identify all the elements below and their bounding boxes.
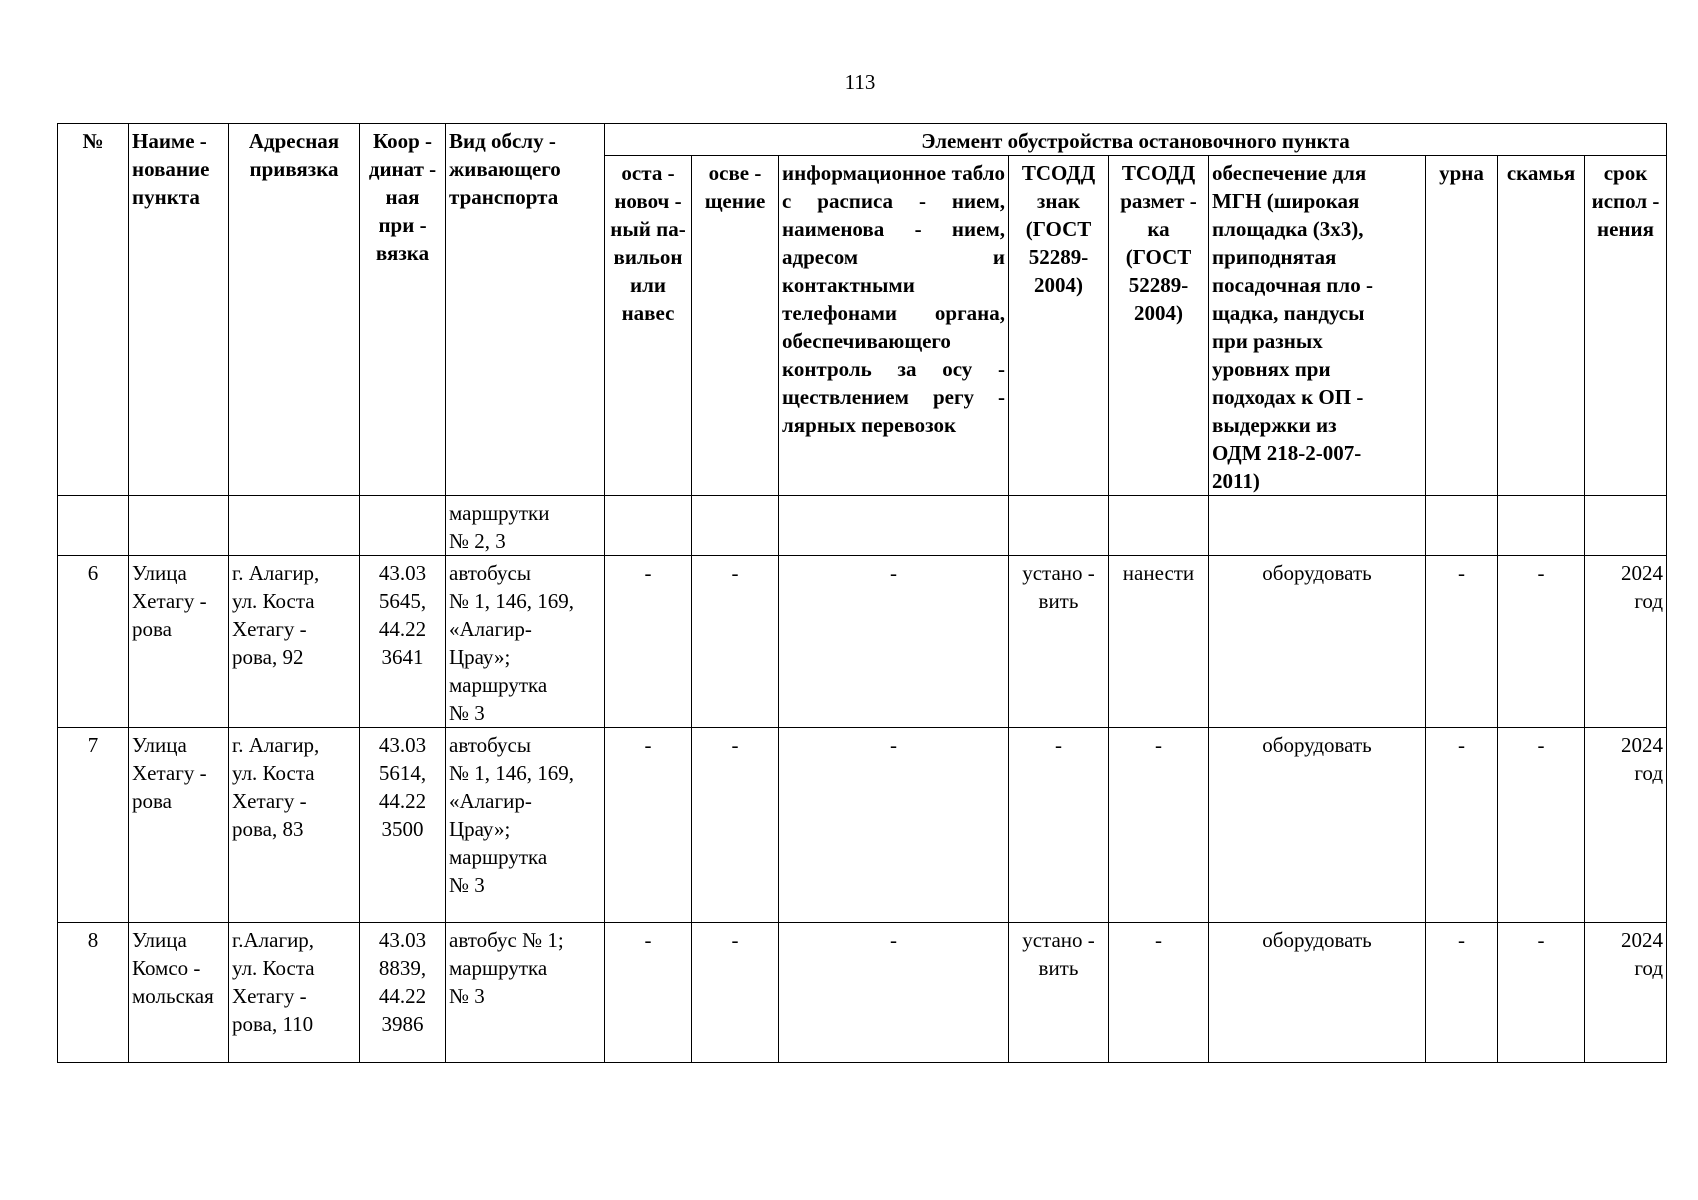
header-pavilion: оста - новоч - ный па- вильон или навес	[605, 156, 692, 496]
cell-pavilion: -	[605, 923, 692, 1063]
header-address: Адресная привязка	[229, 124, 360, 496]
cell-deadline	[1585, 496, 1667, 556]
cell-coords	[360, 496, 446, 556]
cell-address: г. Алагир, ул. Коста Хетагу - рова, 83	[229, 728, 360, 923]
cell-name	[129, 496, 229, 556]
cell-address: г.Алагир, ул. Коста Хетагу - рова, 110	[229, 923, 360, 1063]
cell-transport: маршрутки № 2, 3	[446, 496, 605, 556]
cell-mgn	[1209, 496, 1426, 556]
cell-transport: автобус № 1; маршрутка № 3	[446, 923, 605, 1063]
header-mgn: обеспечение для МГН (широкая площадка (3х3), приподнятая посадочная пло - щадка, пандусы при разных уровнях при подходах к ОП - выдержки из ОДМ 218-2-007- 2011)	[1209, 156, 1426, 496]
header-row	[58, 124, 1667, 156]
cell-mgn: оборудовать	[1209, 728, 1426, 923]
cell-num: 7	[58, 728, 129, 923]
header-num: №	[58, 124, 129, 496]
table-row	[58, 728, 1667, 923]
cell-info-board: -	[779, 728, 1009, 923]
cell-num: 6	[58, 556, 129, 728]
header-bench: скамья	[1498, 156, 1585, 496]
header-marking: ТСОДД размет - ка (ГОСТ 52289- 2004)	[1109, 156, 1209, 496]
cell-mgn: оборудовать	[1209, 923, 1426, 1063]
header-info-board: информационное табло с расписа - нием, наименова - нием, адресом и контактными телефонами органа, обеспечивающего контроль за осу - ществлением регу - лярных перевозок	[779, 156, 1009, 496]
header-deadline: срок испол - нения	[1585, 156, 1667, 496]
cell-sign: -	[1009, 728, 1109, 923]
cell-name: Улица Хетагу - рова	[129, 728, 229, 923]
header-coords: Коор - динат - ная при - вязка	[360, 124, 446, 496]
cell-address	[229, 496, 360, 556]
header-element-group: Элемент обустройства остановочного пункта	[605, 124, 1667, 156]
cell-sign: устано - вить	[1009, 923, 1109, 1063]
cell-bench: -	[1498, 923, 1585, 1063]
cell-coords: 43.03 5645, 44.22 3641	[360, 556, 446, 728]
cell-info-board	[779, 496, 1009, 556]
cell-num: 8	[58, 923, 129, 1063]
cell-marking: нанести	[1109, 556, 1209, 728]
cell-marking: -	[1109, 728, 1209, 923]
table-row	[58, 923, 1667, 1063]
cell-sign	[1009, 496, 1109, 556]
cell-deadline: 2024 год	[1585, 923, 1667, 1063]
cell-lighting: -	[692, 556, 779, 728]
cell-bench: -	[1498, 728, 1585, 923]
cell-coords: 43.03 8839, 44.22 3986	[360, 923, 446, 1063]
cell-bench: -	[1498, 556, 1585, 728]
table-row	[58, 496, 1667, 556]
cell-bench	[1498, 496, 1585, 556]
header-lighting: осве - щение	[692, 156, 779, 496]
cell-lighting: -	[692, 728, 779, 923]
cell-urn: -	[1426, 556, 1498, 728]
cell-coords: 43.03 5614, 44.22 3500	[360, 728, 446, 923]
header-urn: урна	[1426, 156, 1498, 496]
cell-transport: автобусы № 1, 146, 169, «Алагир- Црау»; маршрутка № 3	[446, 728, 605, 923]
header-name: Наиме - нование пункта	[129, 124, 229, 496]
cell-num	[58, 496, 129, 556]
cell-pavilion	[605, 496, 692, 556]
cell-transport: автобусы № 1, 146, 169, «Алагир- Црау»; маршрутка № 3	[446, 556, 605, 728]
cell-urn: -	[1426, 923, 1498, 1063]
cell-urn: -	[1426, 728, 1498, 923]
cell-deadline: 2024 год	[1585, 556, 1667, 728]
table-row	[58, 556, 1667, 728]
cell-info-board: -	[779, 556, 1009, 728]
bus-stops-table	[57, 123, 1667, 1063]
header-transport: Вид обслу - живающего транспорта	[446, 124, 605, 496]
cell-lighting	[692, 496, 779, 556]
cell-name: Улица Комсо - мольская	[129, 923, 229, 1063]
cell-sign: устано - вить	[1009, 556, 1109, 728]
page-number: 113	[844, 70, 876, 94]
cell-deadline: 2024 год	[1585, 728, 1667, 923]
cell-marking: -	[1109, 923, 1209, 1063]
cell-pavilion: -	[605, 556, 692, 728]
cell-marking	[1109, 496, 1209, 556]
cell-name: Улица Хетагу - рова	[129, 556, 229, 728]
cell-urn	[1426, 496, 1498, 556]
header-sign: ТСОДД знак (ГОСТ 52289- 2004)	[1009, 156, 1109, 496]
cell-address: г. Алагир, ул. Коста Хетагу - рова, 92	[229, 556, 360, 728]
cell-info-board: -	[779, 923, 1009, 1063]
cell-lighting: -	[692, 923, 779, 1063]
cell-pavilion: -	[605, 728, 692, 923]
cell-mgn: оборудовать	[1209, 556, 1426, 728]
